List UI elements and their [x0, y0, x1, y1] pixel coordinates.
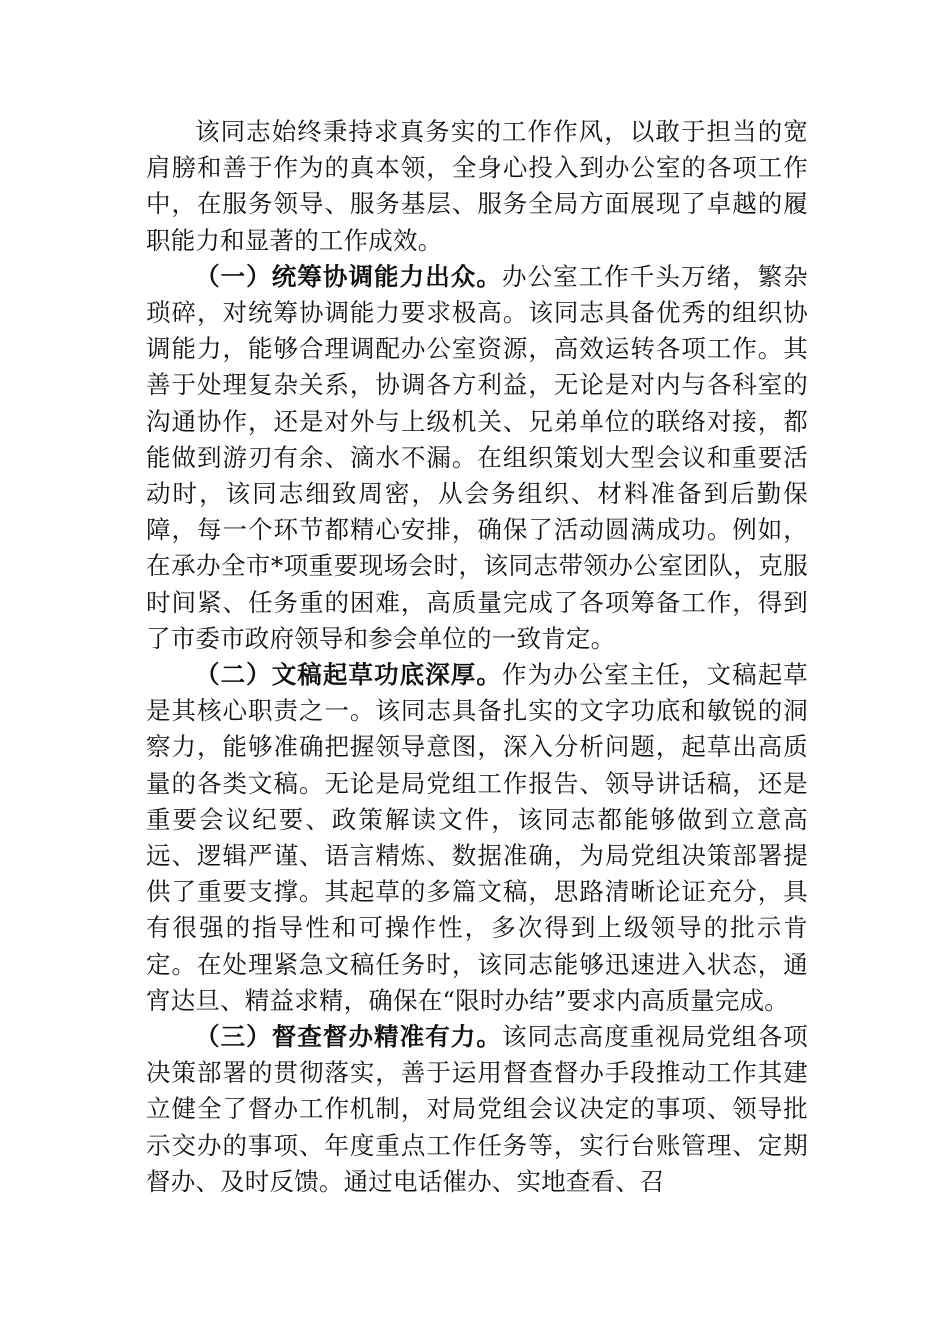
document-page: [146, 114, 808, 1200]
section-coordination-paragraph: [146, 259, 808, 657]
paragraph-text: 该同志高度重视局党组各项决策部署的贯彻落实，善于运用督查督办手段推动工作其建立健全了督办工作机制，对局党组会议决定的事项、领导批示交办的事项、年度重点工作任务等，实行台账管理、定期督办、及时反馈。通过电话催办、实地查看、召: [146, 1022, 808, 1196]
section-drafting-paragraph: [146, 657, 808, 1019]
paragraph-text: 办公室工作千头万绪，繁杂琐碎，对统筹协调能力要求极高。该同志具备优秀的组织协调能力，能够合理调配办公室资源，高效运转各项工作。其善于处理复杂关系，协调各方利益，无论是对内与各科室的沟通协作，还是对外与上级机关、兄弟单位的联络对接，都能做到游刃有余、滴水不漏。在组织策划大型会议和重要活动时，该同志细致周密，从会务组织、材料准备到后勤保障，每一个环节都精心安排，确保了活动圆满成功。例如，在承办全市*项重要现场会时，该同志带领办公室团队，克服时间紧、任务重的困难，高质量完成了各项筹备工作，得到了市委市政府领导和参会单位的一致肯定。: [146, 261, 808, 653]
intro-paragraph: [146, 114, 808, 259]
paragraph-text: 作为办公室主任，文稿起草是其核心职责之一。该同志具备扎实的文字功底和敏锐的洞察力，能够准确把握领导意图，深入分析问题，起草出高质量的各类文稿。无论是局党组工作报告、领导讲话稿，还是重要会议纪要、政策解读文件，该同志都能够做到立意高远、逻辑严谨、语言精炼、数据准确，为局党组决策部署提供了重要支撑。其起草的多篇文稿，思路清晰论证充分，具有很强的指导性和可操作性，多次得到上级领导的批示肯定。在处理紧急文稿任务时，该同志能够迅速进入状态，通宵达旦、精益求精，确保在“限时办结”要求内高质量完成。: [146, 660, 808, 1015]
paragraph-text: 该同志始终秉持求真务实的工作作风，以敢于担当的宽肩膀和善于作为的真本领，全身心投入到办公室的各项工作中，在服务领导、服务基层、服务全局方面展现了卓越的履职能力和显著的工作成效。: [146, 117, 808, 255]
section-supervision-paragraph: [146, 1019, 808, 1200]
section-heading: （二）文稿起草功底深厚。: [195, 660, 502, 690]
section-heading: （一）统筹协调能力出众。: [195, 261, 502, 291]
section-heading: （三）督查督办精准有力。: [195, 1022, 502, 1052]
